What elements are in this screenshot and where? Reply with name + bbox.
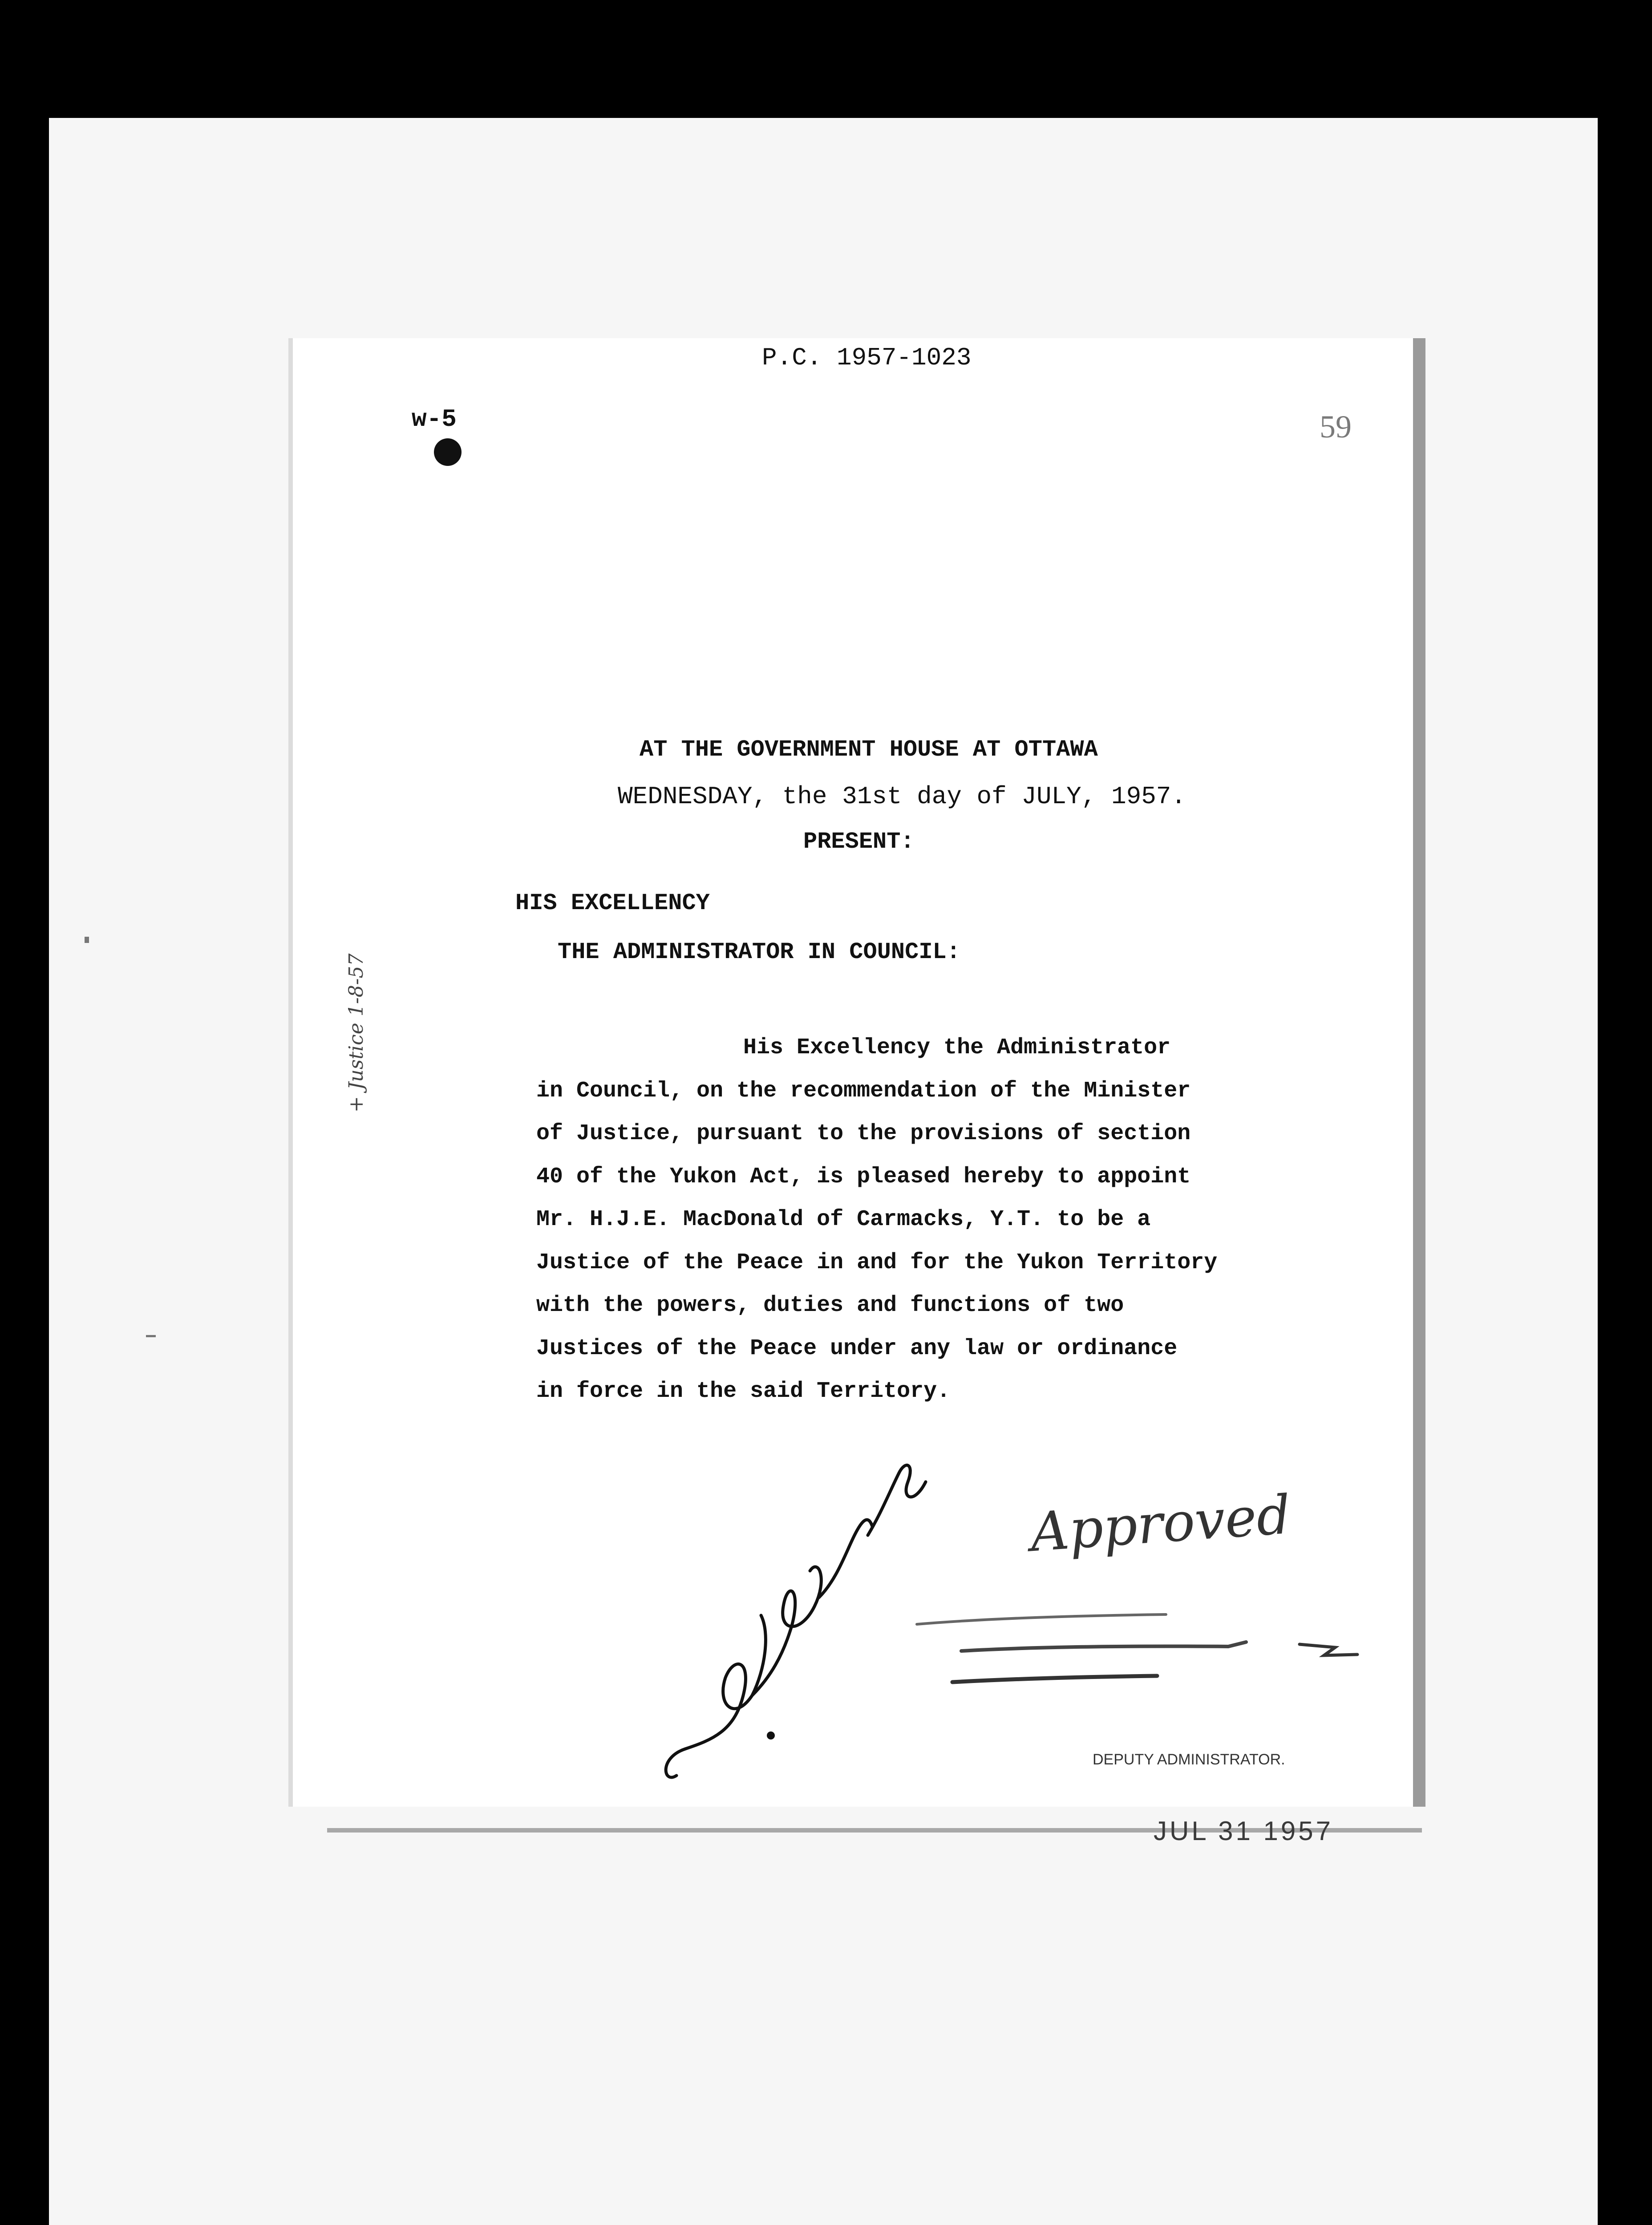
deputy-administrator-title: DEPUTY ADMINISTRATOR. <box>1093 1751 1285 1768</box>
body-line: His Excellency the Administrator <box>743 1035 1171 1060</box>
handwritten-signature <box>659 1446 943 1793</box>
body-line: Mr. H.J.E. MacDonald of Carmacks, Y.T. to be a <box>536 1207 1151 1232</box>
scan-speck <box>146 1335 156 1337</box>
page-left-edge <box>288 338 293 1807</box>
handwritten-approval: Approved <box>1028 1484 1293 1564</box>
file-code: w-5 <box>412 405 457 433</box>
page-right-edge <box>1413 338 1425 1807</box>
date-stamp: JUL 31 1957 <box>1154 1816 1334 1846</box>
heading-location: AT THE GOVERNMENT HOUSE AT OTTAWA <box>640 736 1098 763</box>
handwritten-margin-note: + Justice 1-8-57 <box>345 953 368 1112</box>
scan-speck <box>85 937 89 943</box>
body-line: in force in the said Territory. <box>536 1379 951 1404</box>
order-number: P.C. 1957-1023 <box>762 344 972 372</box>
body-line: Justices of the Peace under any law or ordinance <box>536 1335 1178 1361</box>
heading-present: PRESENT: <box>803 829 915 855</box>
page-number: 59 <box>1320 409 1352 445</box>
deputy-signature <box>908 1598 1366 1713</box>
body-line: with the powers, duties and functions of two <box>536 1293 1124 1318</box>
body-line: in Council, on the recommendation of the Minister <box>536 1078 1191 1104</box>
salutation-line: HIS EXCELLENCY <box>515 890 710 916</box>
body-line: Justice of the Peace in and for the Yukon Territory <box>536 1250 1218 1275</box>
punch-hole <box>434 438 462 466</box>
order-body <box>536 1027 1217 1413</box>
body-line: of Justice, pursuant to the provisions of section <box>536 1121 1191 1146</box>
salutation-line: THE ADMINISTRATOR IN COUNCIL: <box>558 939 960 965</box>
heading-date: WEDNESDAY, the 31st day of JULY, 1957. <box>618 782 1186 811</box>
body-line: 40 of the Yukon Act, is pleased hereby to appoint <box>536 1164 1191 1189</box>
